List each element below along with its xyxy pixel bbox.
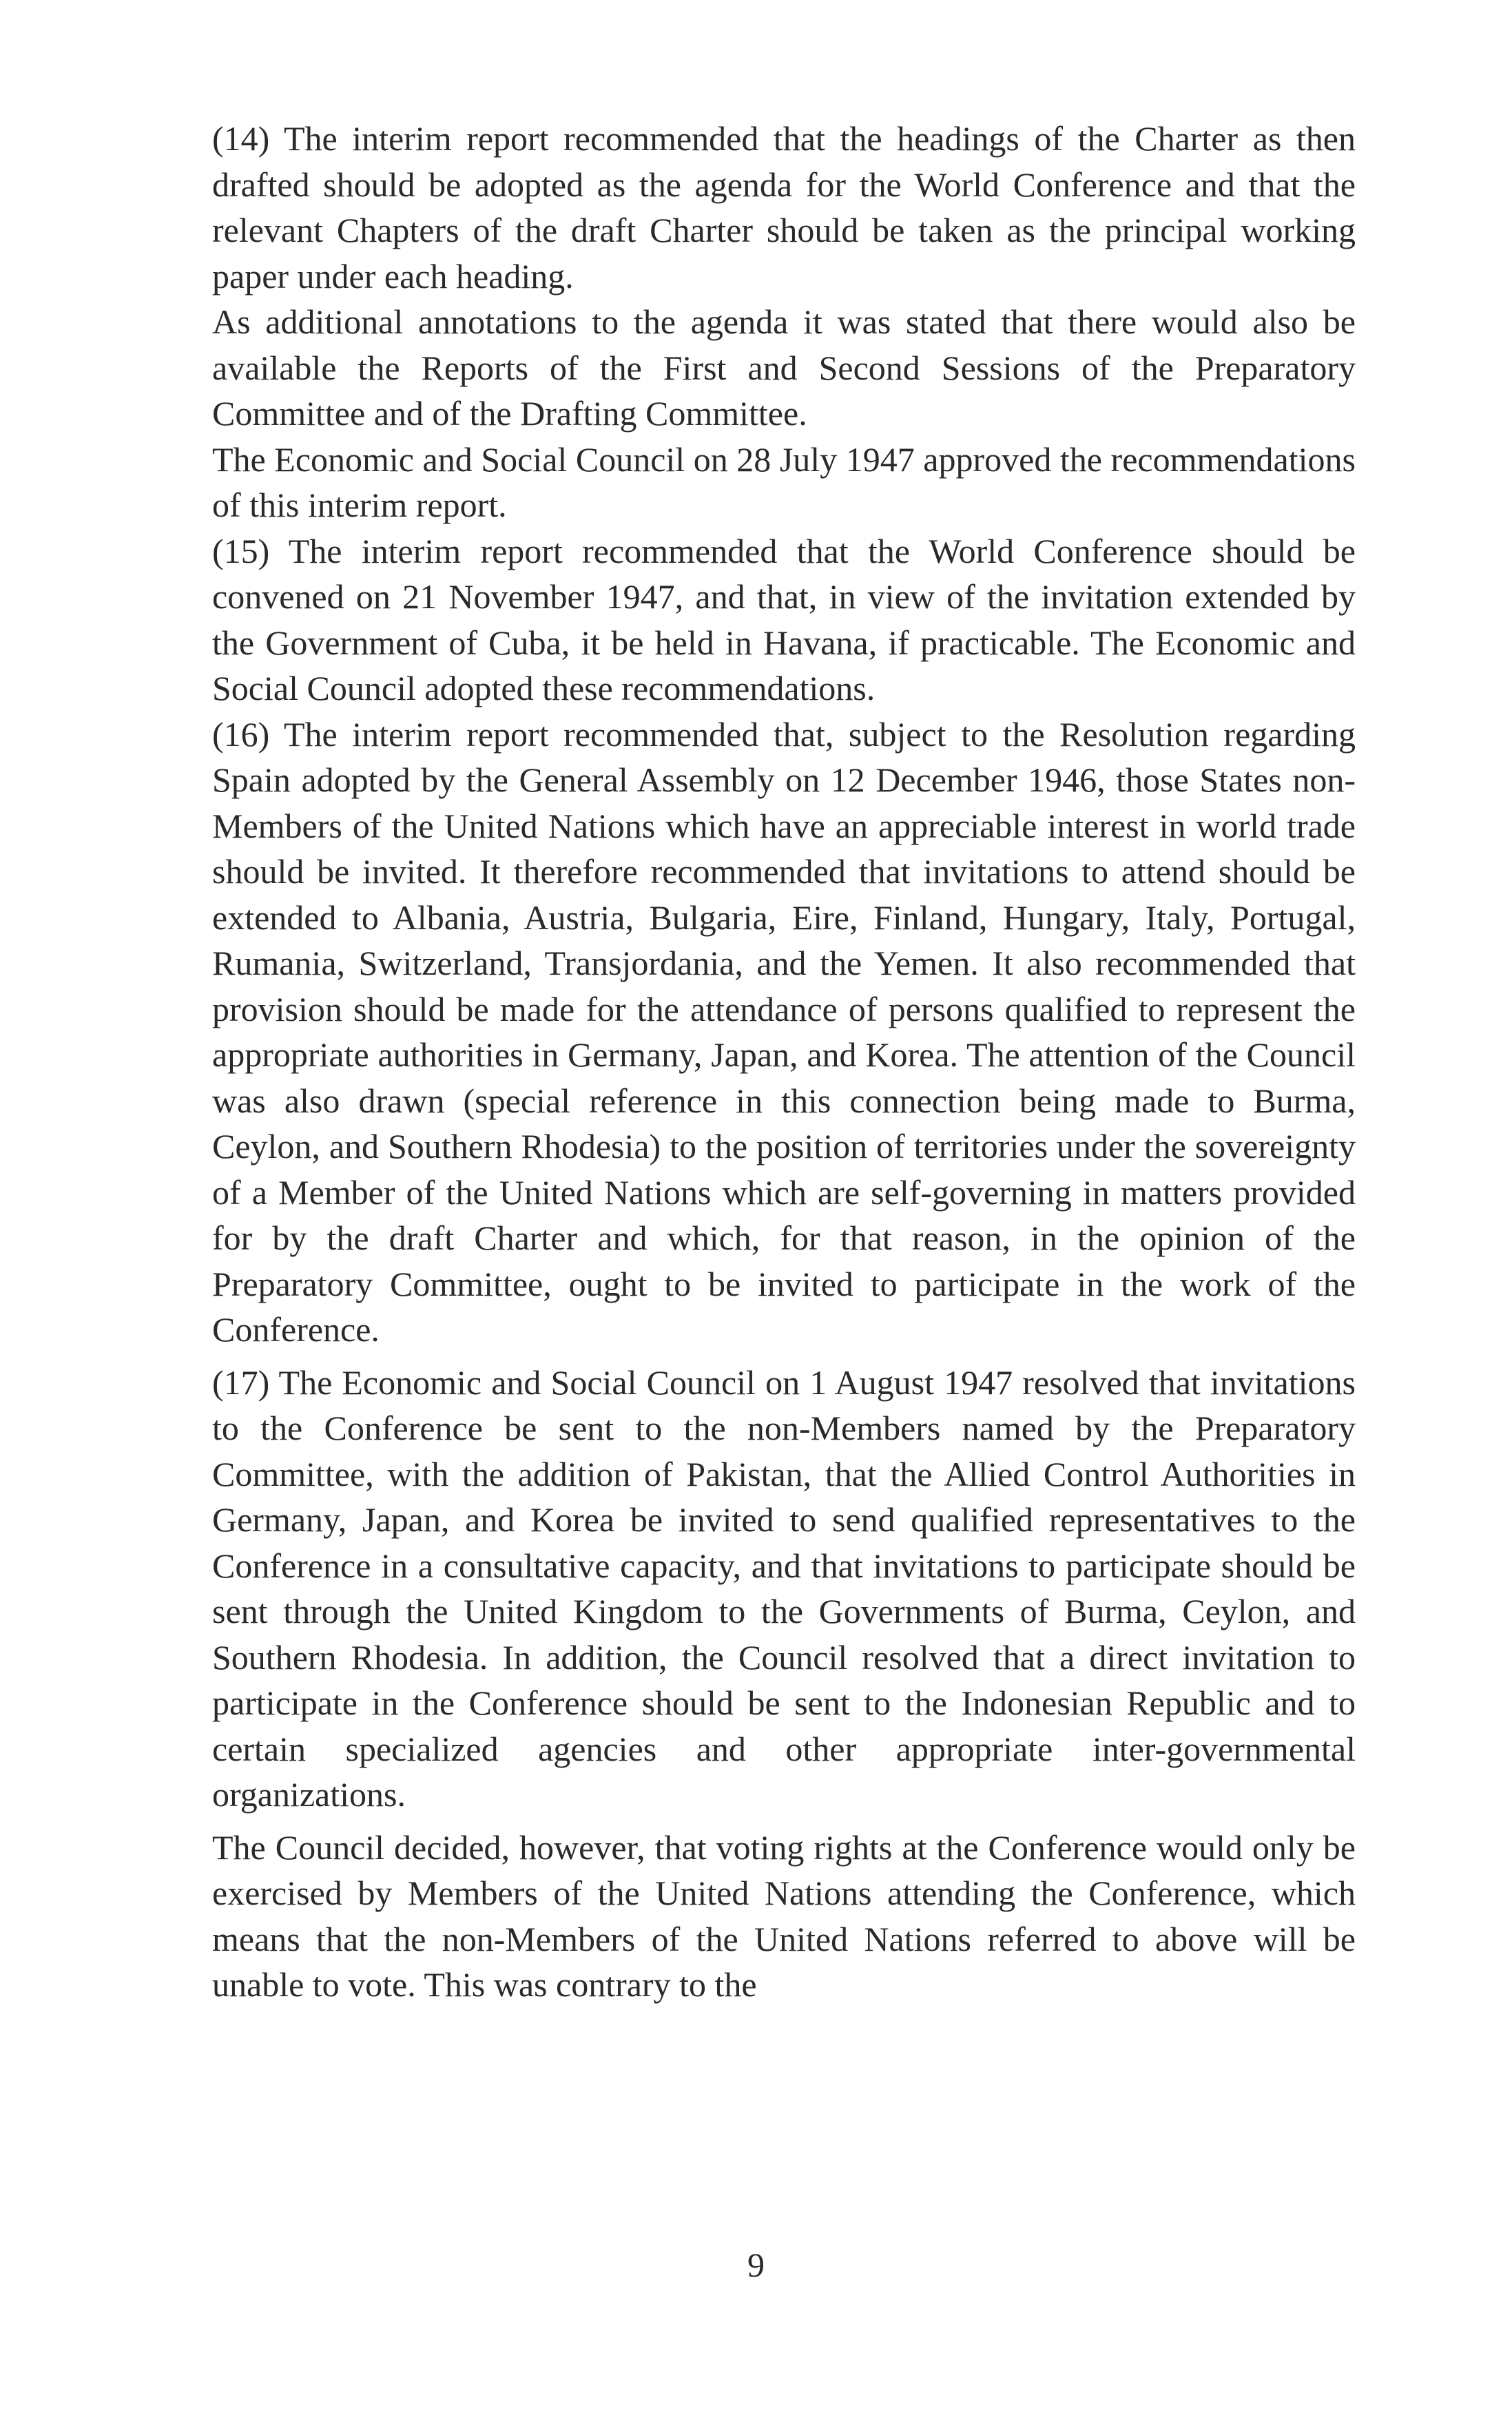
paragraph-17: (17) The Economic and Social Council on 1 August 1947 resolved that invitations to the Conference be sent to the non-Members named by the Preparatory Committee, with the addition of Pakistan, that the Allied Control Authorities in Germany, Japan, and Korea be invited to send qualified representatives to the Conference in a consultative capacity, and that invitations to participate should be sent through the United Kingdom to the Governments of Burma, Ceylon, and Southern Rhodesia. In addition, the Council resolved that a direct invitation to participate in the Conference should be sent to the Indonesian Republic and to certain specialized agencies and other appropriate inter-governmental organizations. [212,1362,1356,1814]
paragraph-voting-rights: The Council decided, however, that voting rights at the Conference would only be exercised by Members of the United Nations attending the Conference, which means that the non-Members of the United Nations referred to above will be unable to vote. This was contrary to the [212,1827,1356,2004]
page-number: 9 [747,2246,765,2284]
paragraph-15: (15) The interim report recommended that the World Conference should be convened on 21 November 1947, and that, in view of the invitation extended by the Government of Cuba, it be held in Havana, if practicable. The Economic and Social Council adopted these recommendations. [212,531,1356,707]
paragraph-annotations: As additional annotations to the agenda it was stated that there would also be available the Reports of the First and Second Sessions of the Preparatory Committee and of the Drafting Committee. [212,302,1356,433]
body-text [212,116,1356,2008]
paragraph-approval: The Economic and Social Council on 28 July 1947 approved the recommendations of this interim report. [212,439,1356,524]
paragraph-16: (16) The interim report recommended that, subject to the Resolution regarding Spain adopted by the General Assembly on 12 December 1946, those States non-Members of the United Nations which have an appreciable interest in world trade should be invited. It therefore recommended that invitations to attend should be extended to Albania, Austria, Bulgaria, Eire, Finland, Hungary, Italy, Portugal, Rumania, Switzerland, Transjordania, and the Yemen. It also recommended that provision should be made for the attendance of persons qualified to represent the appropriate authorities in Germany, Japan, and Korea. The attention of the Council was also drawn (special reference in this connection being made to Burma, Ceylon, and Southern Rhodesia) to the position of territories under the sovereignty of a Member of the United Nations which are self-governing in matters provided for by the draft Charter and which, for that reason, in the opinion of the Preparatory Committee, ought to be invited to participate in the work of the Conference. [212,714,1356,1349]
paragraph-14: (14) The interim report recommended that the headings of the Charter as then drafted should be adopted as the agenda for the World Conference and that the relevant Chapters of the draft Charter should be taken as the principal working paper under each heading. [212,119,1356,296]
